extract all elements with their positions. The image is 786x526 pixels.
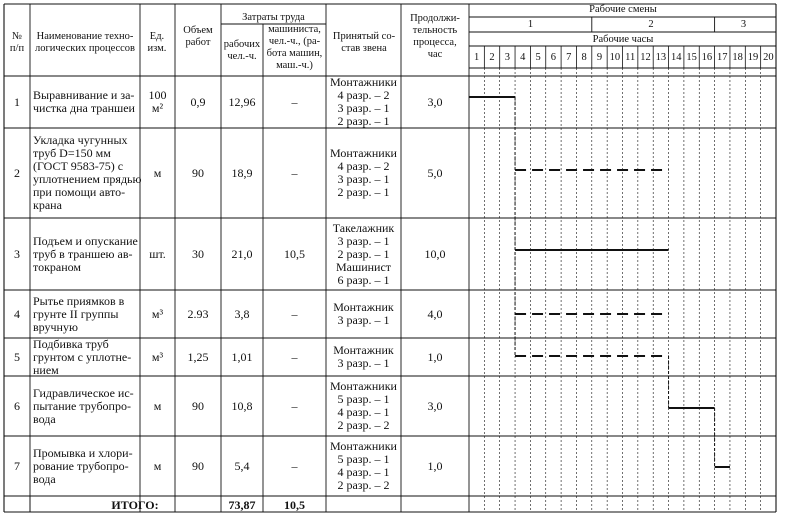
row-duration: 4,0 bbox=[427, 306, 443, 321]
row-volume: 90 bbox=[192, 458, 204, 473]
row-labor-machinists: – bbox=[291, 458, 298, 473]
row-unit: м bbox=[153, 458, 162, 473]
row-volume: 1,25 bbox=[187, 349, 209, 364]
hour-label: 4 bbox=[520, 52, 526, 63]
row-process-name: Выравнивание и за- чистка дна траншеи bbox=[33, 88, 135, 115]
hour-label: 19 bbox=[747, 52, 759, 63]
hour-label: 14 bbox=[670, 52, 682, 63]
hour-label: 1 bbox=[474, 52, 480, 63]
row-process-name: Рытье приямков в грунте II группы вручную bbox=[33, 293, 125, 334]
total-workers: 73,87 bbox=[228, 498, 256, 512]
row-crew: Монтажник 3 разр. – 1 bbox=[333, 343, 394, 370]
header-num: № п/п bbox=[9, 31, 25, 54]
row-num: 5 bbox=[14, 349, 20, 364]
header-duration: Продолжи- тельность процесса, час bbox=[410, 13, 460, 60]
hour-label: 20 bbox=[763, 52, 774, 63]
row-labor-workers: 18,9 bbox=[231, 165, 253, 180]
hour-label: 12 bbox=[640, 52, 651, 63]
row-volume: 30 bbox=[192, 246, 204, 261]
row-num: 2 bbox=[14, 165, 20, 180]
row-labor-machinists: – bbox=[291, 349, 298, 364]
row-num: 4 bbox=[14, 306, 20, 321]
row-duration: 3,0 bbox=[427, 94, 443, 109]
header-shift-2: 2 bbox=[648, 19, 654, 30]
header-unit: Ед. изм. bbox=[147, 31, 167, 54]
row-process-name: Гидравлическое ис- пытание трубопро- вода bbox=[33, 385, 134, 426]
row-process-name: Промывка и хлори- рование трубопро- вода bbox=[33, 445, 133, 486]
row-unit: м bbox=[153, 398, 162, 413]
row-labor-workers: 10,8 bbox=[231, 398, 253, 413]
row-duration: 1,0 bbox=[427, 458, 443, 473]
hour-label: 2 bbox=[489, 52, 495, 63]
row-labor-machinists: – bbox=[291, 165, 298, 180]
hour-label: 7 bbox=[566, 52, 572, 63]
row-duration: 10,0 bbox=[424, 246, 446, 261]
row-duration: 1,0 bbox=[427, 349, 443, 364]
header-shifts-title: Рабочие смены bbox=[589, 4, 657, 15]
row-duration: 3,0 bbox=[427, 398, 443, 413]
row-unit: м³ bbox=[151, 349, 164, 364]
header-shift-3: 3 bbox=[740, 19, 747, 30]
header-process: Наименование техно- логических процессов bbox=[34, 31, 136, 54]
row-labor-machinists: – bbox=[291, 306, 298, 321]
hour-label: 15 bbox=[686, 52, 697, 63]
header-shift-1: 1 bbox=[527, 19, 534, 30]
row-crew: Монтажники 4 разр. – 2 3 разр. – 1 2 разр. – 1 bbox=[330, 146, 397, 199]
row-volume: 90 bbox=[192, 398, 204, 413]
hour-label: 6 bbox=[550, 52, 557, 63]
row-labor-machinists: – bbox=[291, 94, 298, 109]
hour-label: 8 bbox=[581, 52, 587, 63]
header-crew: Принятый со- став звена bbox=[332, 31, 396, 54]
hour-label: 16 bbox=[701, 52, 713, 63]
row-unit: м³ bbox=[151, 306, 164, 321]
row-crew: Монтажник 3 разр. – 1 bbox=[333, 300, 394, 327]
row-unit: м bbox=[153, 165, 162, 180]
row-labor-workers: 12,96 bbox=[228, 94, 256, 109]
hour-label: 13 bbox=[655, 52, 667, 63]
header-labor-group: Затраты труда bbox=[242, 12, 305, 23]
hour-label: 10 bbox=[609, 52, 621, 63]
hour-label: 18 bbox=[732, 52, 743, 63]
row-num: 7 bbox=[14, 458, 20, 473]
row-process-name: Подъем и опускание труб в траншею ав- токраном bbox=[33, 233, 138, 274]
hour-label: 5 bbox=[535, 52, 541, 63]
header-labor-machinists: машиниста, чел.-ч., (ра- бота машин, маш.-ч.) bbox=[266, 24, 323, 71]
row-volume: 0,9 bbox=[190, 94, 206, 109]
row-unit: шт. bbox=[149, 246, 166, 261]
row-labor-workers: 21,0 bbox=[231, 246, 253, 261]
row-unit: 100 м² bbox=[148, 88, 167, 115]
row-process-name: Подбивка труб грунтом с уплотне- нием bbox=[33, 336, 132, 377]
row-labor-workers: 5,4 bbox=[234, 458, 250, 473]
row-crew: Монтажники 4 разр. – 2 3 разр. – 1 2 разр. – 1 bbox=[330, 75, 397, 128]
header-labor-workers: рабочих чел.-ч. bbox=[223, 39, 261, 62]
row-duration: 5,0 bbox=[427, 165, 443, 180]
row-labor-workers: 1,01 bbox=[231, 349, 253, 364]
total-machinists: 10,5 bbox=[284, 498, 305, 512]
row-crew: Такелажник 3 разр. – 1 2 разр. – 1 Машинист 6 разр. – 1 bbox=[332, 220, 395, 287]
total-label: ИТОГО: bbox=[111, 498, 159, 512]
hour-label: 11 bbox=[625, 52, 636, 63]
row-labor-machinists: – bbox=[291, 398, 298, 413]
row-labor-machinists: 10,5 bbox=[284, 246, 305, 261]
hour-label: 17 bbox=[717, 52, 728, 63]
row-crew: Монтажники 5 разр. – 1 4 разр. – 1 2 разр. – 2 bbox=[330, 379, 397, 432]
row-volume: 90 bbox=[192, 165, 204, 180]
header-volume: Объем работ bbox=[183, 25, 213, 48]
row-num: 3 bbox=[14, 246, 20, 261]
row-volume: 2.93 bbox=[187, 306, 209, 321]
header-hours-title: Рабочие часы bbox=[592, 34, 654, 45]
hour-label: 3 bbox=[504, 52, 510, 63]
row-num: 1 bbox=[14, 94, 20, 109]
row-process-name: Укладка чугунных труб D=150 мм (ГОСТ 9583-75) с уплотнением прядью при помощи авто- крана bbox=[33, 133, 142, 212]
row-labor-workers: 3,8 bbox=[234, 306, 250, 321]
row-num: 6 bbox=[14, 398, 20, 413]
hour-label: 9 bbox=[596, 52, 603, 63]
row-crew: Монтажники 5 разр. – 1 4 разр. – 1 2 разр. – 2 bbox=[330, 439, 397, 492]
